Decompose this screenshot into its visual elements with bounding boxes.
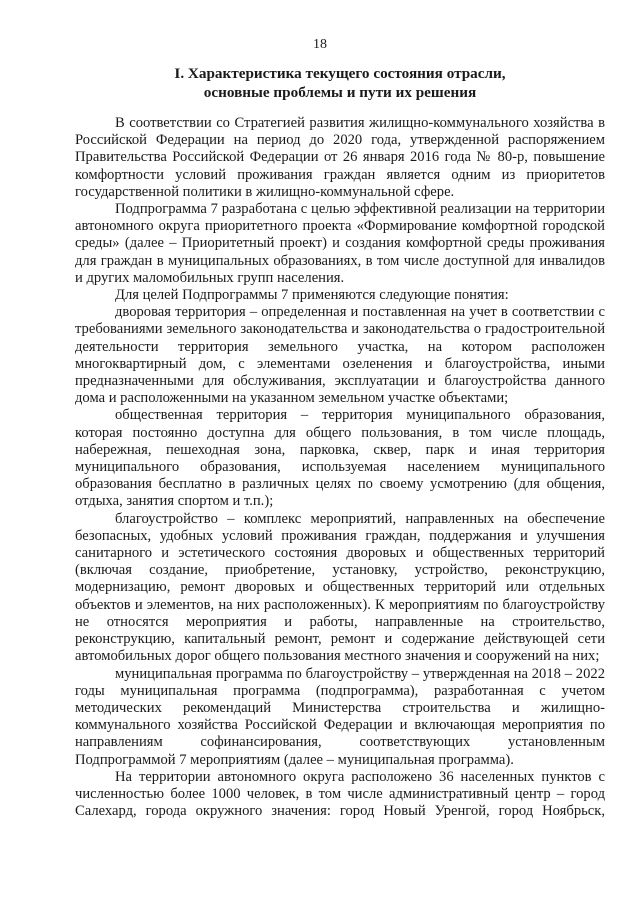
paragraph-yard-territory: дворовая территория – определенная и поставленная на учет в соответствии с требованиями земельного законодательства и законодательства о градостроительной деятельности территория земельного участка, на котором расположен многоквартирный дом, с элементами озеленения и благоустройства, иными предназначенными для обслуживания, эксплуатации и благоустройства данного дома и расположенными на указанном земельном участке объектами;: [75, 304, 605, 407]
section-title-line-1: I. Характеристика текущего состояния отрасли,: [174, 65, 506, 82]
paragraph-definitions-intro: Для целей Подпрограммы 7 применяются следующие понятия:: [115, 287, 509, 304]
section-title: [90, 64, 590, 102]
paragraph-subprogram-purpose: Подпрограмма 7 разработана с целью эффективной реализации на территории автономного округа приоритетного проекта «Формирование комфортной городской среды» (далее – Приоритетный проект) и создания комфортной среды проживания для граждан в муниципальных образованиях, в том числе доступной для инвалидов и других маломобильных групп населения.: [75, 201, 605, 286]
page-number: 18: [313, 37, 327, 52]
paragraph-improvement: благоустройство – комплекс мероприятий, направленных на обеспечение безопасных, удобных условий проживания граждан, поддержания и улучшения санитарного и эстетического состояния дворовых и общественных территорий (включая создание, приобретение, установку, устройство, реконструкцию, модернизацию, ремонт дворовых и общественных территорий или отдельных объектов и элементов, на них расположенных). К мероприятиям по благоустройству не относятся мероприятия и работы, направленные на строительство, реконструкцию, капитальный ремонт, ремонт и содержание действующей сети автомобильных дорог общего пользования местного значения и сооружений на них;: [75, 510, 605, 665]
body-text: [75, 115, 605, 820]
section-title-line-2: основные проблемы и пути их решения: [203, 84, 477, 101]
paragraph-municipal-program: муниципальная программа по благоустройству – утвержденная на 2018 – 2022 годы муниципальная программа (подпрограмма), разработанная с учетом методических рекомендаций Министерства строительства и жилищно-коммунального хозяйства Российской Федерации и включающая мероприятия по направлениям софинансирования, соответствующих установленным Подпрограммой 7 мероприятиям (далее – муниципальная программа).: [75, 665, 605, 768]
paragraph-strategy: В соответствии со Стратегией развития жилищно-коммунального хозяйства в Российской Федерации на период до 2020 года, утвержденной распоряжением Правительства Российской Федерации от 26 января 2016 года № 80-р, повышение комфортности условий проживания граждан является одним из приоритетов государственной политики в жилищно-коммунальной сфере.: [75, 115, 605, 200]
paragraph-settlements: На территории автономного округа расположено 36 населенных пунктов с численностью более 1000 человек, в том числе административный центр – город Салехард, города окружного значения: город Новый Уренгой, город Ноябрьск,: [75, 768, 605, 820]
paragraph-public-territory: общественная территория – территория муниципального образования, которая постоянно доступна для общего пользования, в том числе площадь, набережная, пешеходная зона, парковка, сквер, парк и иная территория муниципального образования, используемая населением муниципального образования бесплатно в различных целях по своему усмотрению (для общения, отдыха, занятия спортом и т.п.);: [75, 407, 605, 510]
